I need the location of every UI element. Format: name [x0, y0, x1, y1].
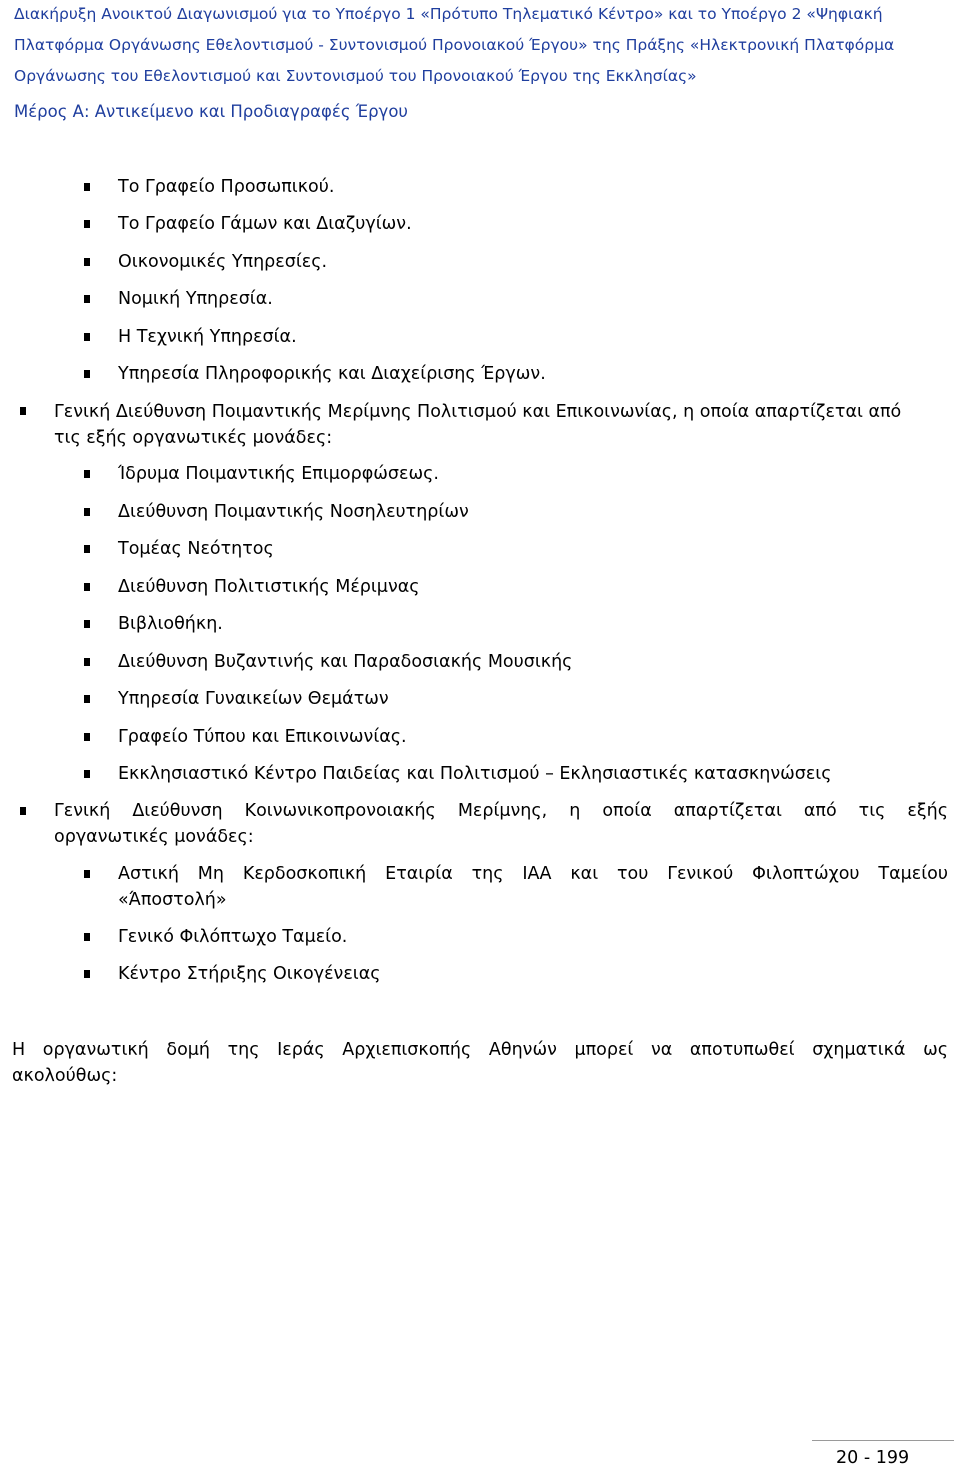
square-bullet-icon	[84, 370, 90, 378]
list-item: Τομέας Νεότητος	[118, 539, 274, 559]
square-bullet-icon	[20, 807, 26, 815]
list-item: Εκκλησιαστικό Κέντρο Παιδείας και Πολιτισμού – Εκλησιαστικές κατασκηνώσεις	[118, 764, 832, 784]
page-number: 20 - 199	[836, 1448, 910, 1468]
square-bullet-icon	[84, 295, 90, 303]
list-item: Διεύθυνση Βυζαντινής και Παραδοσιακής Μουσικής	[118, 652, 573, 672]
square-bullet-icon	[84, 333, 90, 341]
directorate-heading-line-1: Γενική Διεύθυνση Κοινωνικοπρονοιακής Μερίμνης, η οποία απαρτίζεται από τις εξής	[54, 801, 948, 821]
square-bullet-icon	[84, 258, 90, 266]
directorate-heading-line-1: Γενική Διεύθυνση Ποιμαντικής Μερίμνης Πολιτισμού και Επικοινωνίας, η οποία απαρτίζεται από	[54, 402, 902, 422]
list-item: Η Τεχνική Υπηρεσία.	[118, 327, 297, 347]
square-bullet-icon	[84, 933, 90, 941]
list-item: Ίδρυμα Ποιμαντικής Επιμορφώσεως.	[118, 464, 439, 484]
directorate-heading-line-2: τις εξής οργανωτικές μονάδες:	[54, 428, 333, 448]
header-part-label: Μέρος Α: Αντικείμενο και Προδιαγραφές Έργου	[14, 102, 408, 121]
list-item: Οικονομικές Υπηρεσίες.	[118, 252, 328, 272]
square-bullet-icon	[84, 220, 90, 228]
square-bullet-icon	[84, 508, 90, 516]
running-header	[14, 0, 954, 125]
list-item-continuation: «Άποστολή»	[118, 890, 227, 910]
list-item: Νομική Υπηρεσία.	[118, 289, 273, 309]
directorate-heading-line-2: οργανωτικές μονάδες:	[54, 827, 254, 847]
closing-paragraph-line-2: ακολούθως:	[12, 1066, 118, 1086]
square-bullet-icon	[84, 620, 90, 628]
square-bullet-icon	[84, 470, 90, 478]
list-item: Το Γραφείο Γάμων και Διαζυγίων.	[118, 214, 412, 234]
square-bullet-icon	[84, 770, 90, 778]
list-item: Κέντρο Στήριξης Οικογένειας	[118, 964, 381, 984]
list-item: Διεύθυνση Πολιτιστικής Μέριμνας	[118, 577, 420, 597]
square-bullet-icon	[84, 970, 90, 978]
square-bullet-icon	[84, 183, 90, 191]
list-item: Γραφείο Τύπου και Επικοινωνίας.	[118, 727, 407, 747]
header-title-line-1: Διακήρυξη Ανοικτού Διαγωνισμού για το Υποέργο 1 «Πρότυπο Τηλεματικό Κέντρο» και το Υποέργο 2 «Ψηφιακή	[14, 5, 883, 23]
list-item: Υπηρεσία Πληροφορικής και Διαχείρισης Έργων.	[118, 364, 546, 384]
square-bullet-icon	[84, 545, 90, 553]
square-bullet-icon	[84, 695, 90, 703]
list-item: Το Γραφείο Προσωπικού.	[118, 177, 335, 197]
square-bullet-icon	[84, 870, 90, 878]
square-bullet-icon	[84, 583, 90, 591]
list-item: Υπηρεσία Γυναικείων Θεμάτων	[118, 689, 389, 709]
square-bullet-icon	[84, 733, 90, 741]
list-item: Διεύθυνση Ποιμαντικής Νοσηλευτηρίων	[118, 502, 469, 522]
header-title-line-2: Πλατφόρμα Οργάνωσης Εθελοντισμού - Συντονισμού Προνοιακού Έργου» της Πράξης «Ηλεκτρονική Πλατφόρμα	[14, 36, 895, 54]
footer-divider	[812, 1440, 954, 1441]
header-title-line-3: Οργάνωσης του Εθελοντισμού και Συντονισμού του Προνοιακού Έργου της Εκκλησίας»	[14, 67, 697, 85]
square-bullet-icon	[20, 407, 26, 415]
list-item: Βιβλιοθήκη.	[118, 614, 223, 634]
square-bullet-icon	[84, 658, 90, 666]
list-item: Αστική Μη Κερδοσκοπική Εταιρία της ΙΑΑ και του Γενικού Φιλοπτώχου Ταμείου	[118, 864, 948, 884]
closing-paragraph-line-1: Η οργανωτική δομή της Ιεράς Αρχιεπισκοπής Αθηνών μπορεί να αποτυπωθεί σχηματικά ως	[12, 1040, 948, 1060]
list-item: Γενικό Φιλόπτωχο Ταμείο.	[118, 927, 348, 947]
